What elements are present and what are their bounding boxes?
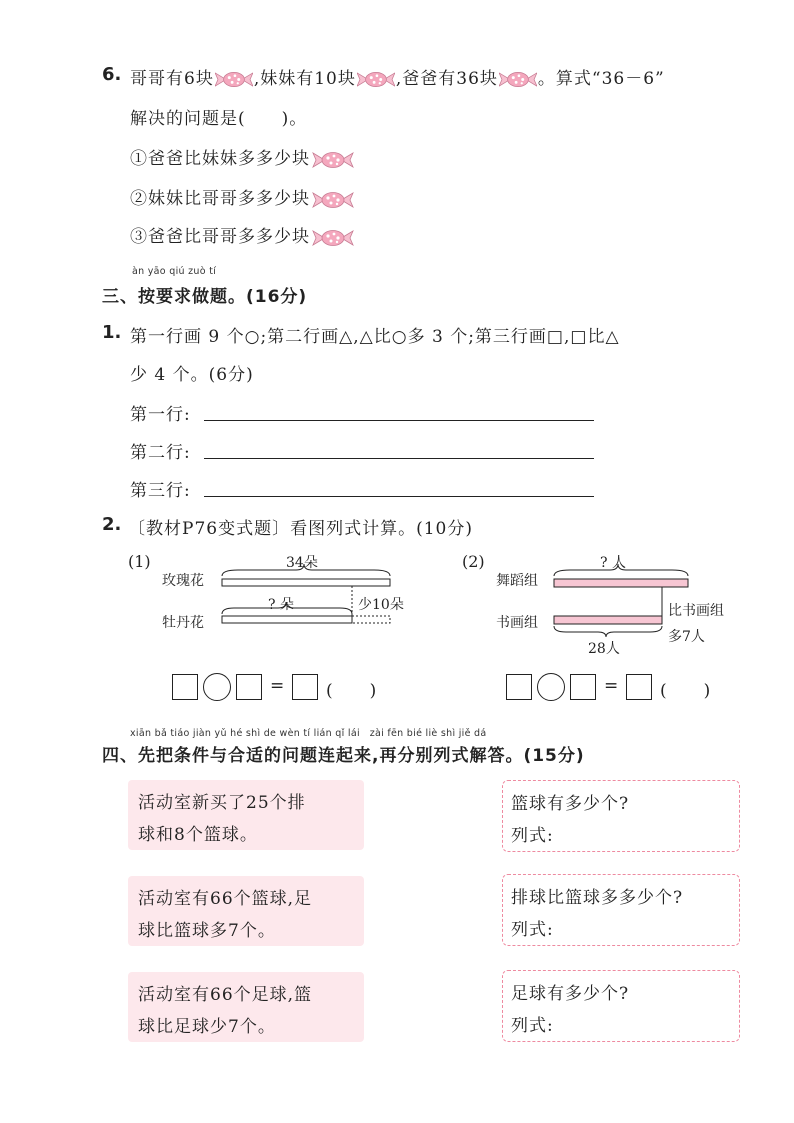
diagram-1-row1-label: 玫瑰花 — [162, 573, 204, 589]
section3-title: 三、按要求做题。(16分) — [102, 287, 308, 307]
question-card-2[interactable] — [502, 874, 740, 946]
diagram-1-question: ? 朵 — [268, 597, 294, 613]
question-number: 1. — [102, 322, 122, 343]
question-2-text: 〔教材P76变式题〕看图列式计算。(10分) — [128, 519, 473, 539]
section4-title: 四、先把条件与合适的问题连起来,再分别列式解答。(15分) — [102, 746, 585, 766]
condition-card-1[interactable] — [128, 780, 364, 850]
row-2-label: 第二行: — [130, 443, 191, 463]
answer-box[interactable] — [506, 674, 532, 700]
question-6-line1 — [130, 64, 665, 89]
candy-icon — [357, 71, 395, 88]
candy-icon — [311, 151, 355, 169]
q6-number-3: 36 — [456, 69, 480, 89]
question-card-3[interactable] — [502, 970, 740, 1042]
answer-box[interactable] — [570, 674, 596, 700]
diagram-2-total: ? 人 — [600, 555, 626, 571]
brace-top — [554, 564, 688, 576]
question-number: 6. — [102, 64, 122, 85]
brace-top — [222, 564, 390, 576]
diagram-2-label: (2) — [462, 552, 485, 571]
q6-formula: 。算式“36－6” — [537, 69, 665, 89]
bar-peony — [222, 616, 352, 623]
result-box[interactable] — [292, 674, 318, 700]
candy-icon — [311, 229, 355, 247]
candy-icon — [499, 71, 537, 88]
bar-painting — [554, 616, 662, 624]
candy-icon — [215, 71, 253, 88]
option-1[interactable] — [130, 144, 356, 169]
condition-text: 活动室有66个足球,篮 — [138, 985, 313, 1005]
q6-text-part: ,妹妹有 — [253, 69, 315, 89]
diagram-1-bars — [218, 562, 398, 632]
candy-icon — [311, 191, 355, 209]
diagram-2-note-2: 多7人 — [668, 629, 705, 645]
question-card-1[interactable] — [502, 780, 740, 852]
q6-unit: 块 — [479, 69, 498, 89]
result-box[interactable] — [626, 674, 652, 700]
diagram-2-row1-label: 舞蹈组 — [496, 573, 538, 589]
condition-text: 球和8个篮球。 — [138, 825, 258, 845]
bar-dance — [554, 579, 688, 587]
section4-pinyin: xiān bǎ tiáo jiàn yǔ hé shì de wèn tí lián qǐ lái zài fēn bié liè shì jiě dá — [130, 728, 487, 739]
diagram-1-total: 34朵 — [286, 555, 318, 571]
condition-card-3[interactable] — [128, 972, 364, 1042]
unit-blank[interactable]: ( ) — [660, 681, 712, 701]
section3-pinyin: àn yāo qiú zuò tí — [132, 266, 217, 277]
diagram-1-less: 少10朵 — [358, 597, 404, 613]
option-text: ③爸爸比哥哥多多少块 — [130, 227, 310, 247]
condition-text: 球比篮球多7个。 — [138, 921, 276, 941]
diagram-2-bottom: 28人 — [588, 641, 620, 657]
row-3-answer-line[interactable] — [204, 496, 594, 497]
question-6-line2: 解决的问题是( )。 — [130, 109, 308, 129]
operator-circle[interactable] — [203, 673, 231, 701]
option-2[interactable] — [130, 184, 356, 209]
brace-question — [222, 602, 352, 614]
q6-text-part: 哥哥有 — [130, 69, 184, 89]
q6-number-2: 10 — [314, 69, 338, 89]
row-2-answer-line[interactable] — [204, 458, 594, 459]
option-text: ②妹妹比哥哥多多少块 — [130, 189, 310, 209]
condition-text: 球比足球少7个。 — [138, 1017, 276, 1037]
formula-label: 列式: — [511, 1016, 554, 1036]
bar-rose — [222, 579, 390, 586]
condition-text: 活动室有66个篮球,足 — [138, 889, 313, 909]
formula-label: 列式: — [511, 920, 554, 940]
question-text: 篮球有多少个? — [511, 794, 630, 814]
operator-circle[interactable] — [537, 673, 565, 701]
q6-unit: 块 — [337, 69, 356, 89]
answer-box[interactable] — [236, 674, 262, 700]
option-text: ①爸爸比妹妹多多少块 — [130, 149, 310, 169]
diagram-1-row2-label: 牡丹花 — [162, 615, 204, 631]
condition-text: 活动室新买了25个排 — [138, 793, 306, 813]
unit-blank[interactable]: ( ) — [326, 681, 378, 701]
question-1-line1: 第一行画 9 个○;第二行画△,△比○多 3 个;第三行画□,□比△ — [130, 327, 620, 347]
question-text: 足球有多少个? — [511, 984, 630, 1004]
question-1-line2: 少 4 个。(6分) — [130, 365, 254, 385]
diagram-2-bars — [548, 562, 698, 638]
bar-peony-missing — [352, 616, 390, 623]
question-number: 2. — [102, 514, 122, 535]
brace-bottom — [554, 626, 662, 637]
diagram-1-label: (1) — [128, 552, 151, 571]
row-3-label: 第三行: — [130, 481, 191, 501]
row-1-answer-line[interactable] — [204, 420, 594, 421]
q6-number-1: 6 — [184, 69, 196, 89]
q6-text-part: ,爸爸有 — [395, 69, 457, 89]
equals-sign: = — [604, 676, 620, 696]
equals-sign: = — [270, 676, 286, 696]
option-3[interactable] — [130, 222, 356, 247]
q6-unit: 块 — [195, 69, 214, 89]
formula-label: 列式: — [511, 826, 554, 846]
question-text: 排球比篮球多多少个? — [511, 888, 684, 908]
diagram-2-note-1: 比书画组 — [668, 603, 724, 619]
answer-box[interactable] — [172, 674, 198, 700]
row-1-label: 第一行: — [130, 405, 191, 425]
diagram-2-row2-label: 书画组 — [496, 615, 538, 631]
condition-card-2[interactable] — [128, 876, 364, 946]
